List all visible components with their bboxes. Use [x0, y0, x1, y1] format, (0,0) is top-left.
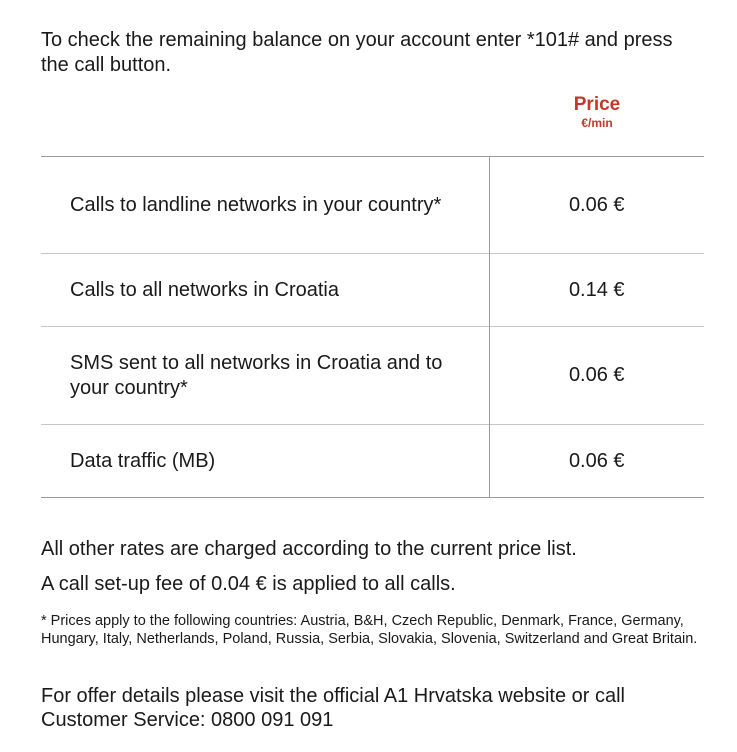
price-cell: 0.06 € [568, 193, 625, 216]
setup-fee-note: A call set-up fee of 0.04 € is applied to all calls. [41, 573, 456, 595]
service-cell: Calls to all networks in Croatia [41, 254, 489, 327]
balance-instructions: To check the remaining balance on your account enter *101# and press the call button. [41, 29, 673, 76]
table-row [41, 254, 704, 327]
price-cell: 0.06 € [489, 327, 704, 425]
price-header-label: Price [573, 94, 621, 115]
service-cell: SMS sent to all networks in Croatia and to your country* [41, 327, 489, 425]
contact-info: For offer details please visit the official A1 Hrvatska website or call Customer Service: 0800 091 091 [41, 685, 625, 731]
price-column-header [490, 94, 704, 130]
service-cell: Calls to landline networks in your country* [41, 157, 489, 254]
table-row [41, 425, 704, 498]
price-cell: 0.14 € [489, 254, 704, 327]
service-cell: Data traffic (MB) [41, 425, 489, 498]
other-rates-note: All other rates are charged according to the current price list. [41, 538, 577, 560]
price-unit-label: €/min [581, 116, 613, 130]
rates-table [41, 156, 704, 498]
table-row [41, 157, 704, 254]
countries-footnote: * Prices apply to the following countries: Austria, B&H, Czech Republic, Denmark, France, Germany, Hungary, Italy, Netherlands, Poland, Russia, Serbia, Slovakia, Slovenia, Switzerland and Great Britain. [41, 613, 698, 647]
price-cell: 0.06 € [489, 425, 704, 498]
table-row [41, 327, 704, 425]
